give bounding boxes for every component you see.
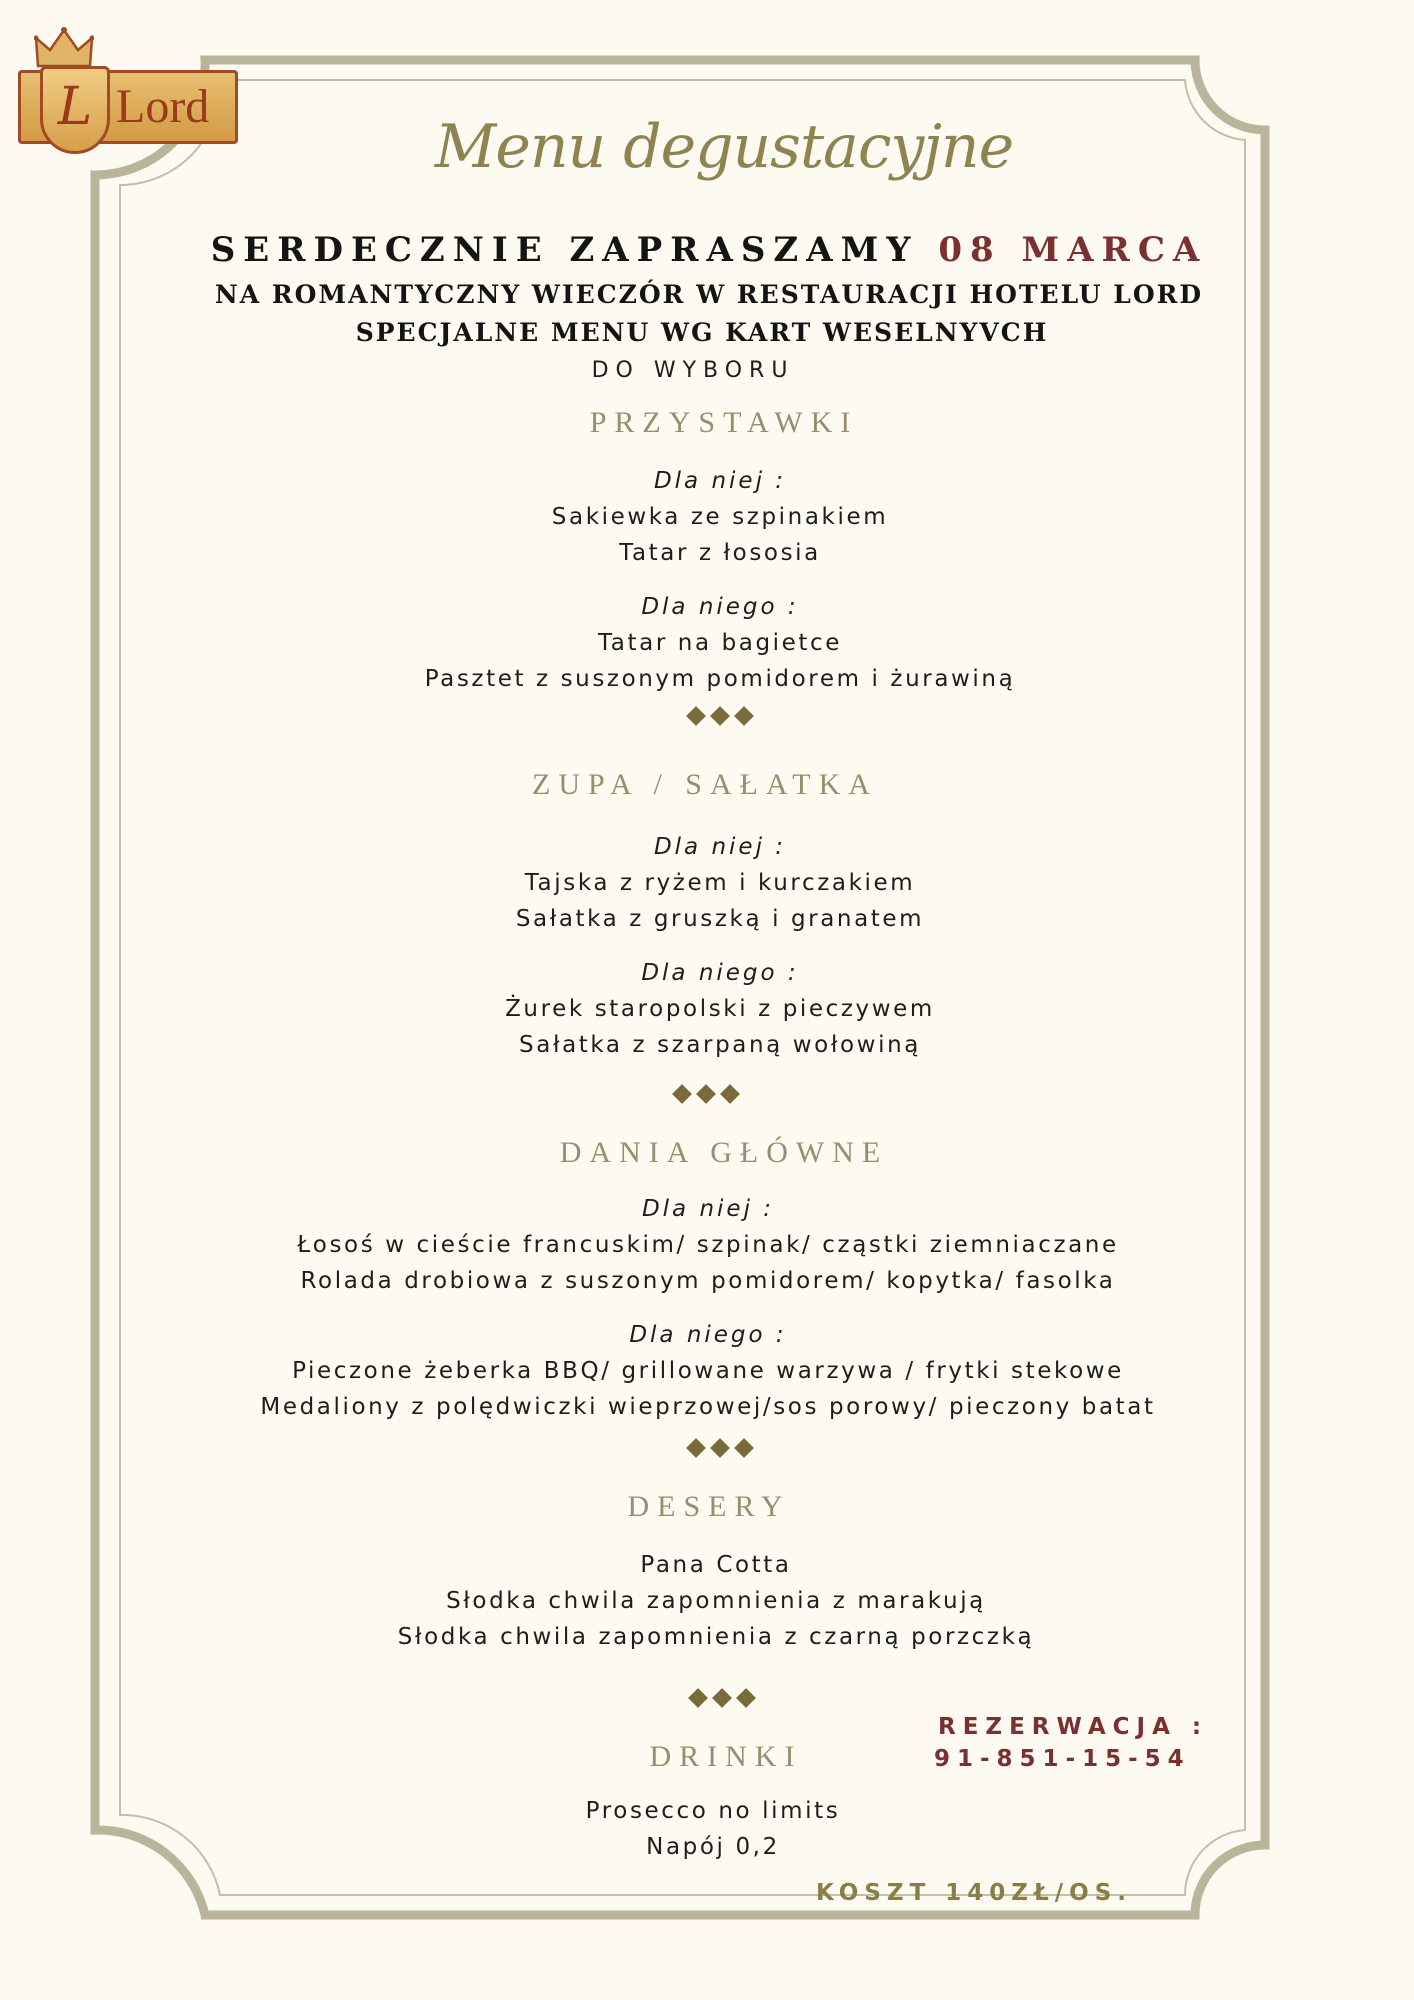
section-title-soup-salad: ZUPA / SAŁATKA — [532, 768, 878, 801]
menu-item: Napój 0,2 — [646, 1834, 780, 1860]
label-for-her: Dla niej : — [641, 1196, 775, 1222]
menu-item: Sałatka z gruszką i granatem — [515, 906, 925, 932]
logo-wordmark: Lord — [116, 80, 210, 133]
menu-item: Sakiewka ze szpinakiem — [551, 504, 889, 530]
menu-item: Medaliony z polędwiczki wieprzowej/sos porowy/ pieczony batat — [260, 1394, 1156, 1420]
label-for-him: Dla niego : — [641, 960, 799, 986]
menu-item: Tajska z ryżem i kurczakiem — [524, 870, 916, 896]
menu-item: Sałatka z szarpaną wołowiną — [519, 1032, 921, 1058]
price-per-person: KOSZT 140ZŁ/OS. — [816, 1880, 1132, 1906]
page-title: Menu degustacyjne — [434, 112, 1014, 182]
label-for-her: Dla niej : — [653, 834, 787, 860]
diamond-divider-icon — [686, 1690, 758, 1709]
menu-item: Słodka chwila zapomnienia z marakują — [446, 1588, 986, 1614]
menu-item: Rolada drobiowa z suszonym pomidorem/ kopytka/ fasolka — [300, 1268, 1116, 1294]
diamond-divider-icon — [684, 708, 756, 727]
section-title-drinks: DRINKI — [649, 1740, 803, 1773]
headline-text: SERDECZNIE ZAPRASZAMY — [210, 230, 919, 270]
menu-item: Tatar z łososia — [619, 540, 821, 566]
section-title-mains: DANIA GŁÓWNE — [559, 1136, 889, 1169]
menu-item: Łosoś w cieście francuskim/ szpinak/ cząstki ziemniaczane — [297, 1232, 1119, 1258]
label-for-her: Dla niej : — [653, 468, 787, 494]
subheadline-1: NA ROMANTYCZNY WIECZÓR W RESTAURACJI HOTELU LORD — [214, 280, 1204, 309]
menu-item: Prosecco no limits — [585, 1798, 841, 1824]
reservation-label: REZERWACJA : — [938, 1714, 1209, 1740]
menu-item: Żurek staropolski z pieczywem — [505, 996, 935, 1022]
menu-item: Pasztet z suszonym pomidorem i żurawiną — [424, 666, 1016, 692]
diamond-divider-icon — [670, 1086, 742, 1105]
subheadline-2: SPECJALNE MENU WG KART WESELNYVCH — [355, 318, 1049, 347]
section-title-starters: PRZYSTAWKI — [589, 406, 859, 439]
menu-item: Tatar na bagietce — [597, 630, 843, 656]
logo-monogram: L — [57, 77, 93, 137]
menu-item: Pieczone żeberka BBQ/ grillowane warzywa / frytki stekowe — [292, 1358, 1124, 1384]
diamond-divider-icon — [684, 1440, 756, 1459]
event-date: 08 MARCA — [938, 230, 1208, 270]
label-for-him: Dla niego : — [629, 1322, 787, 1348]
choice-note: DO WYBORU — [591, 358, 795, 383]
frame-inner — [120, 80, 1245, 1895]
label-for-him: Dla niego : — [641, 594, 799, 620]
section-title-desserts: DESERY — [627, 1490, 791, 1523]
invitation-headline — [2, 230, 1414, 270]
menu-item: Słodka chwila zapomnienia z czarną porzczką — [397, 1624, 1035, 1650]
menu-item: Pana Cotta — [640, 1552, 792, 1578]
reservation-phone[interactable]: 91-851-15-54 — [934, 1746, 1191, 1772]
